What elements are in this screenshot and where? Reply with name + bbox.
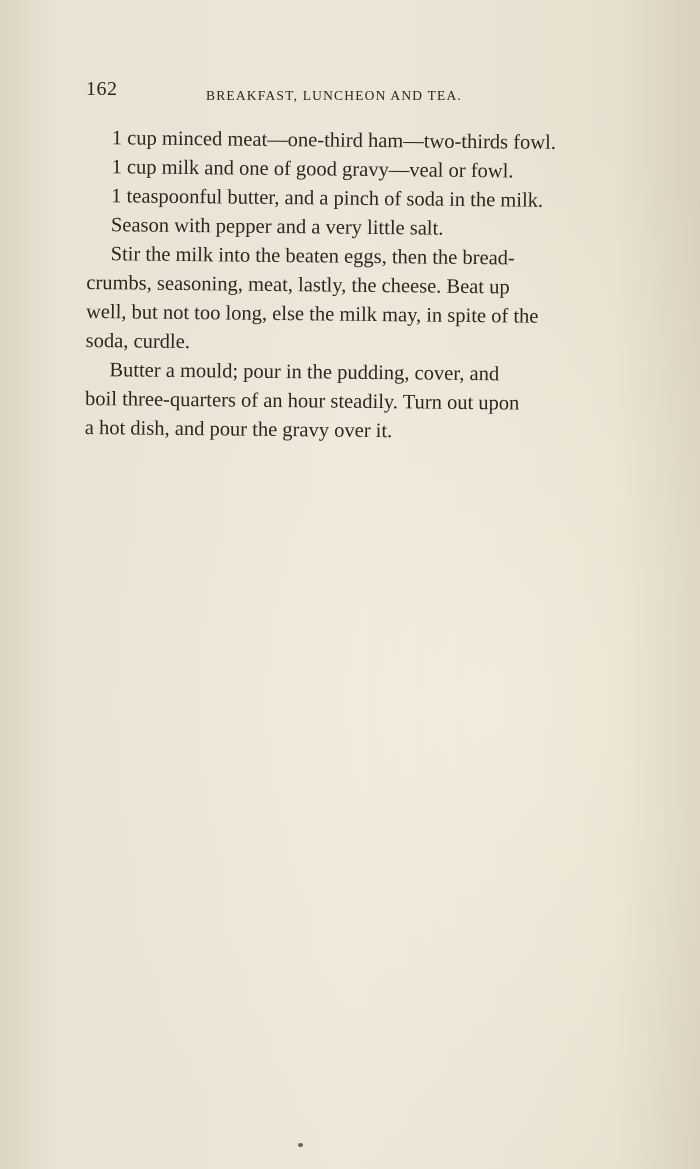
ingredient-line: 1 teaspoonful butter, and a pinch of soda in the milk. — [111, 185, 544, 212]
ingredient-line: 1 cup minced meat—one-third ham—two-thirds fowl. — [111, 127, 557, 154]
running-title: BREAKFAST, LUNCHEON AND TEA. — [206, 88, 462, 103]
page-number: 162 — [86, 78, 118, 100]
text-line: soda, curdle. — [85, 329, 191, 354]
running-head — [86, 78, 626, 108]
paper-speck — [298, 1143, 303, 1147]
text-line: well, but not too long, else the milk may, in spite of the — [85, 300, 539, 328]
instruction-paragraph — [85, 356, 621, 449]
ingredient-line: Season with pepper and a very little salt. — [110, 214, 444, 240]
text-line: boil three-quarters of an hour steadily. Turn out upon — [85, 387, 520, 415]
text-line: Stir the milk into the beaten eggs, then the bread- — [110, 243, 515, 270]
text-line: a hot dish, and pour the gravy over it. — [84, 416, 393, 443]
ingredient-line: 1 cup milk and one of good gravy—veal or fowl. — [111, 156, 514, 183]
text-line: crumbs, seasoning, meat, lastly, the cheese. Beat up — [86, 271, 510, 299]
text-line: Butter a mould; pour in the pudding, cover, and — [109, 359, 500, 386]
recipe-text — [85, 124, 623, 449]
instruction-paragraph — [86, 240, 622, 362]
